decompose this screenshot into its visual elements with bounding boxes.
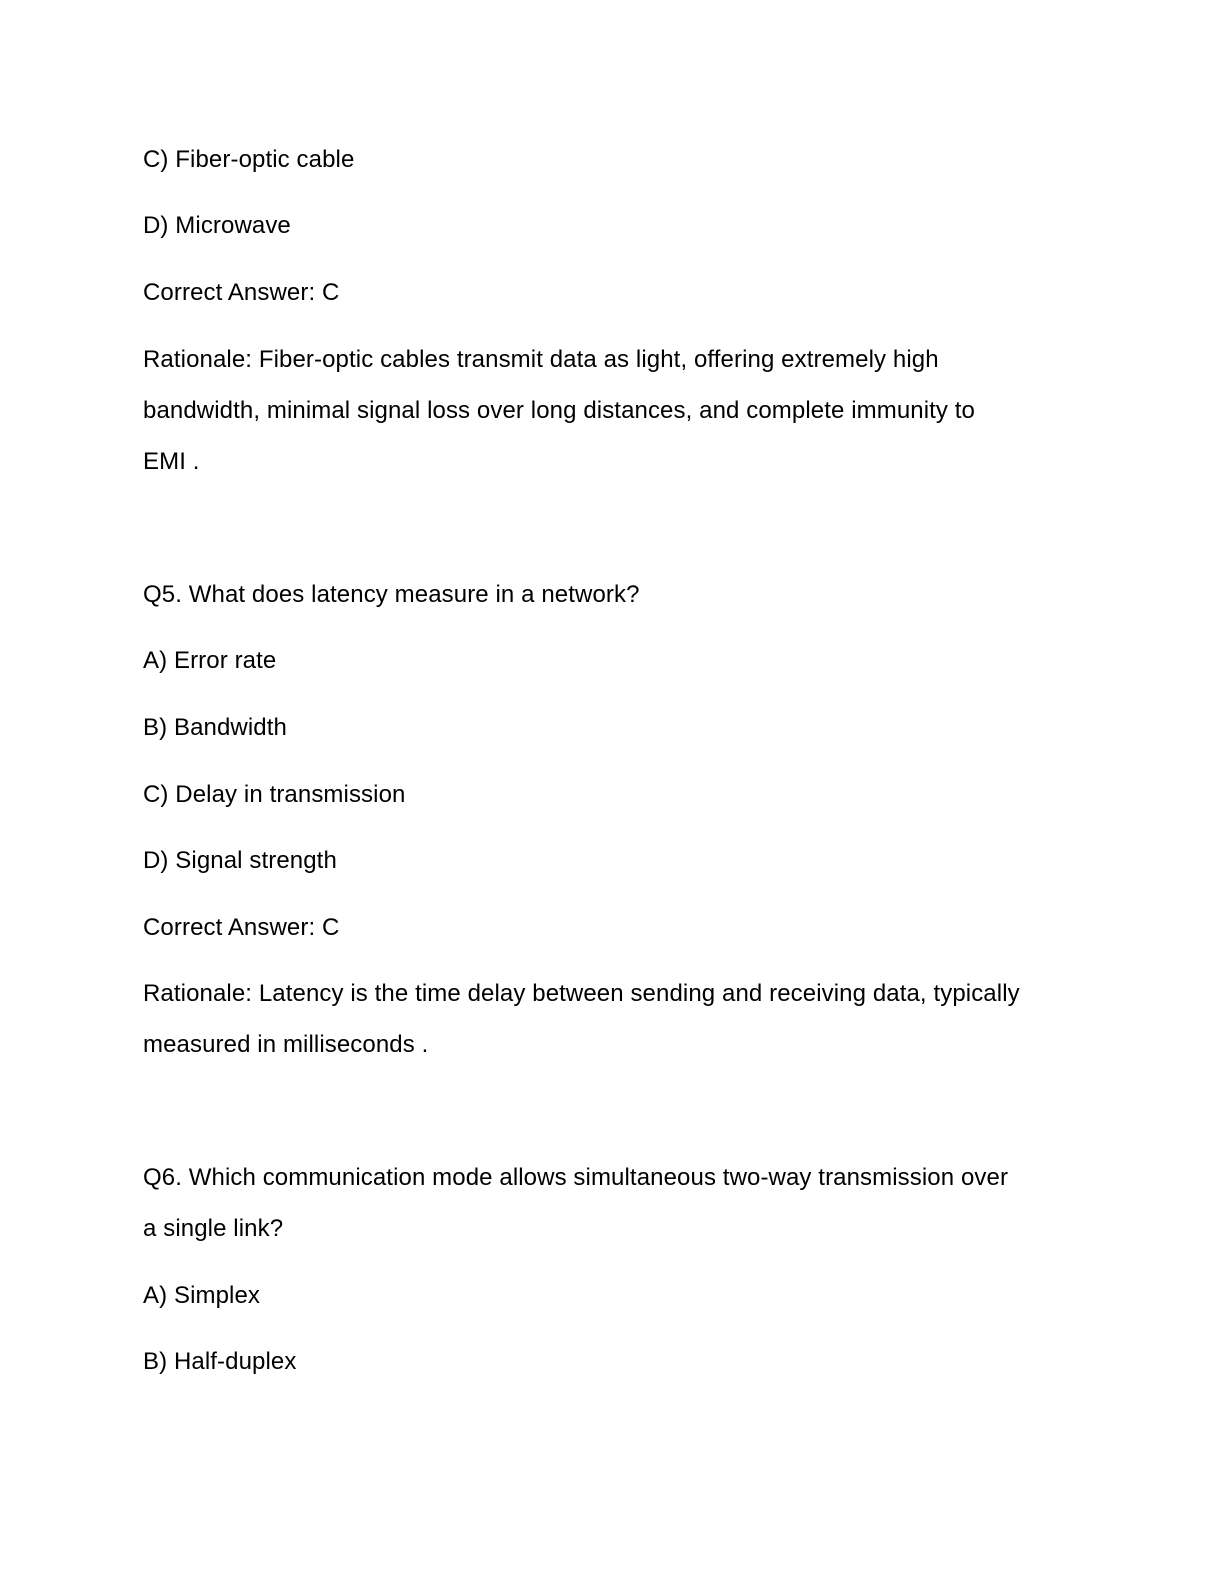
option-a: A) Error rate [143,647,277,674]
option-a: A) Simplex [143,1282,261,1309]
rationale-line: bandwidth, minimal signal loss over long distances, and complete immunity to [143,397,976,424]
rationale-line: EMI . [143,448,200,475]
option-c: C) Fiber-optic cable [143,146,355,173]
option-d: D) Signal strength [143,847,337,874]
question-q6: Q6. Which communication mode allows simultaneous two-way transmission over [143,1164,1009,1191]
option-b: B) Half-duplex [143,1348,297,1375]
rationale-line: Rationale: Latency is the time delay between sending and receiving data, typically [143,980,1020,1007]
question-q5: Q5. What does latency measure in a network? [143,581,640,608]
correct-answer: Correct Answer: C [143,914,340,941]
rationale-line: measured in milliseconds . [143,1031,429,1058]
option-c: C) Delay in transmission [143,781,406,808]
question-q6-continued: a single link? [143,1215,284,1242]
correct-answer: Correct Answer: C [143,279,340,306]
option-d: D) Microwave [143,212,291,239]
option-b: B) Bandwidth [143,714,287,741]
rationale-line: Rationale: Fiber-optic cables transmit data as light, offering extremely high [143,346,939,373]
